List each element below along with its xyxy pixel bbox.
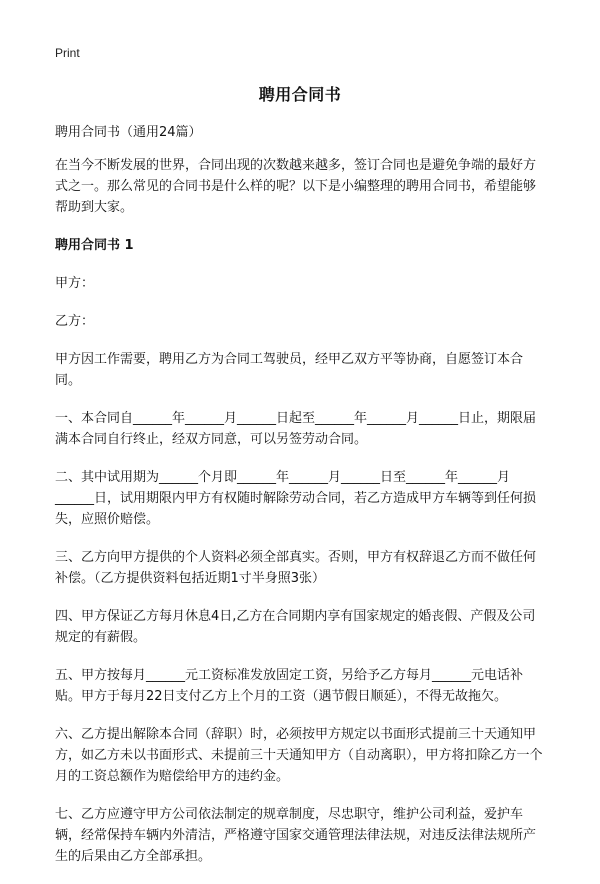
party-b-label: 乙方：	[55, 314, 95, 329]
party-a-label: 甲方：	[55, 276, 95, 291]
contract-paragraph: 四、甲方保证乙方每月休息4日,乙方在合同期内享有国家规定的婚丧假、产假及公司规定的有薪假。	[55, 609, 536, 645]
print-link[interactable]: Print	[55, 46, 80, 60]
document-subtitle: 聘用合同书（通用24篇）	[55, 125, 202, 140]
contract-paragraph: 一、本合同自______年______月______日起至______年______月______日止，期限届满本合同自行终止，经双方同意，可以另签劳动合同。	[55, 411, 537, 447]
contract-paragraph: 二、其中试用期为______个月即______年______月______日至______年______月______日，试用期限内甲方有权随时解除劳动合同，若乙方造成甲方车辆等到任何损失，应照价赔偿。	[55, 470, 537, 527]
document-title: 聘用合同书	[258, 85, 342, 104]
section-heading: 聘用合同书 1	[55, 238, 134, 253]
contract-paragraph: 五、甲方按每月______元工资标准发放固定工资，另给予乙方每月______元电话补贴。甲方于每月22日支付乙方上个月的工资（遇节假日顺延），不得无故拖欠。	[55, 668, 524, 704]
contract-paragraph: 七、乙方应遵守甲方公司依法制定的规章制度，尽忠职守，维护公司利益，爱护车辆，经常保持车辆内外清洁，严格遵守国家交通管理法律法规，对违反法律法规所产生的后果由乙方全部承担。	[55, 807, 537, 864]
document-body	[55, 122, 547, 884]
contract-paragraph: 甲方因工作需要，聘用乙方为合同工驾驶员，经甲乙双方平等协商，自愿签订本合同。	[55, 352, 524, 388]
intro-paragraph: 在当今不断发展的世界，合同出现的次数越来越多，签订合同也是避免争端的最好方式之一。那么常见的合同书是什么样的呢？以下是小编整理的聘用合同书，希望能够帮助到大家。	[55, 158, 537, 215]
contract-paragraph: 六、乙方提出解除本合同（辞职）时，必须按甲方规定以书面形式提前三十天通知甲方，如乙方未以书面形式、未提前三十天通知甲方（自动离职），甲方将扣除乙方一个月的工资总额作为赔偿给甲方的违约金。	[55, 727, 543, 784]
contract-paragraph: 三、乙方向甲方提供的个人资料必须全部真实。否则，甲方有权辞退乙方而不做任何补偿。（乙方提供资料包括近期1寸半身照3张）	[55, 550, 537, 586]
